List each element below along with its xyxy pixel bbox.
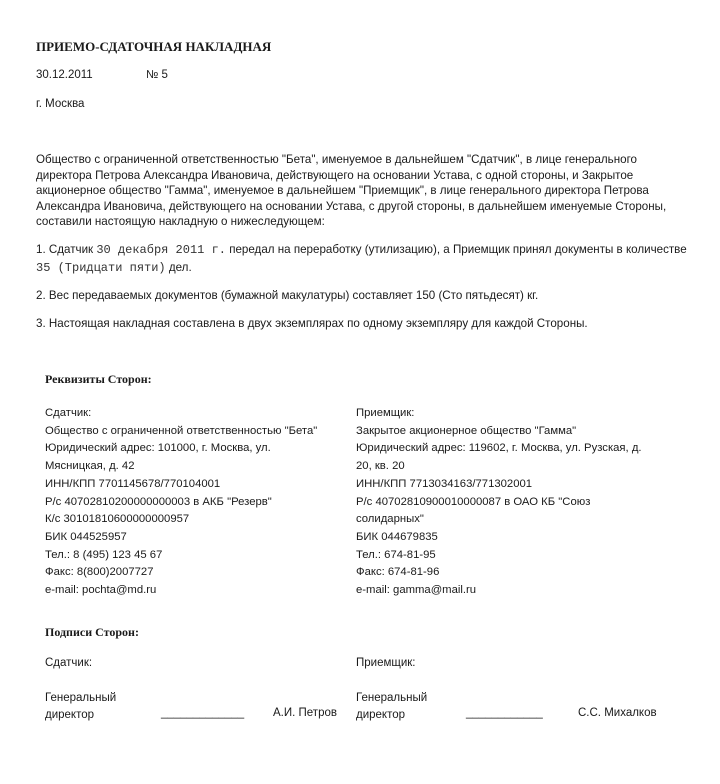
signature-left-line: _____________ (161, 707, 245, 719)
party-left-line: Юридический адрес: 101000, г. Москва, ул. (45, 442, 271, 455)
party-left-line: Р/с 40702810200000000003 в АКБ "Резерв" (45, 495, 272, 508)
party-left-line: Тел.: 8 (495) 123 45 67 (45, 548, 163, 561)
signature-left-position-line-2: директор (45, 709, 95, 721)
document-date: 30.12.2011 (36, 69, 93, 81)
signature-right-position-line-2: директор (356, 709, 406, 721)
party-right-line: ИНН/КПП 7713034163/771302001 (356, 477, 533, 490)
signature-left-name: А.И. Петров (273, 707, 337, 719)
clause-1-text-c: дел. (165, 261, 192, 274)
signature-right-role: Приемщик: (356, 657, 416, 669)
party-left-line: Факс: 8(800)2007727 (45, 566, 154, 579)
signature-left-position (45, 690, 116, 724)
document-title: ПРИЕМО-СДАТОЧНАЯ НАКЛАДНАЯ (36, 39, 272, 54)
party-left-role: Сдатчик: (45, 407, 92, 419)
clause-2: 2. Вес передаваемых документов (бумажной макулатуры) составляет 150 (Сто пятьдесят) кг. (36, 289, 539, 302)
party-right-line: Юридический адрес: 119602, г. Москва, ул. Рузская, д. (356, 442, 642, 455)
party-right-role: Приемщик: (356, 407, 415, 419)
party-left-email: e-mail: pochta@md.ru (45, 584, 157, 597)
party-left-requisites (45, 405, 318, 600)
clause-1-text-b: передал на переработку (утилизацию), а Приемщик принял документы в количестве (225, 243, 687, 256)
signature-right-name: С.С. Михалков (578, 707, 657, 719)
document-city: г. Москва (36, 98, 85, 110)
signatures-heading: Подписи Сторон: (45, 625, 139, 639)
party-right-line: солидарных" (356, 513, 424, 526)
party-left-line: Мясницкая, д. 42 (45, 460, 135, 473)
signature-left-role: Сдатчик: (45, 657, 93, 669)
clause-1 (36, 241, 696, 277)
party-right-line: 20, кв. 20 (356, 460, 405, 473)
signature-right-line: ____________ (466, 707, 543, 719)
party-right-line: Факс: 674-81-96 (356, 566, 440, 579)
signature-right-position (356, 690, 427, 724)
clause-3: 3. Настоящая накладная составлена в двух экземплярах по одному экземпляру для каждой Стороны. (36, 317, 588, 330)
party-right-line: Тел.: 674-81-95 (356, 548, 436, 561)
document-number: № 5 (146, 69, 168, 81)
signature-right-position-line-1: Генеральный (356, 692, 428, 704)
party-right-email: e-mail: gamma@mail.ru (356, 584, 477, 597)
clause-1-date: 30 декабря 2011 г. (96, 243, 226, 257)
party-right-requisites (356, 405, 676, 600)
party-left-line: БИК 044525957 (45, 530, 127, 543)
party-left-line: К/с 30101810600000000957 (45, 513, 190, 526)
signature-left-position-line-1: Генеральный (45, 692, 117, 704)
intro-paragraph: Общество с ограниченной ответственностью "Бета", именуемое в дальнейшем "Сдатчик", в лице генерального директора Петрова Александра Ивановича, действующего на основании Устава, с одной стороны, и Закрытое акционерное общество "Гамма", именуемое в дальнейшем "Приемщик", в лице генерального директора Петрова Александра Ивановича, действующего на основании Устава, с другой стороны, в дальнейшем именуемые Стороны, составили настоящую накладную о нижеследующем: (36, 153, 667, 229)
requisites-heading: Реквизиты Сторон: (45, 372, 152, 386)
party-right-line: БИК 044679835 (356, 530, 438, 543)
party-right-line: Р/с 40702810900010000087 в ОАО КБ "Союз (356, 495, 591, 508)
party-left-line: ИНН/КПП 7701145678/770104001 (45, 477, 221, 490)
clause-1-quantity: 35 (Тридцати пяти) (36, 261, 166, 275)
party-left-line: Общество с ограниченной ответственностью "Бета" (45, 424, 318, 437)
party-right-line: Закрытое акционерное общество "Гамма" (356, 424, 577, 437)
clause-1-text-a: 1. Сдатчик (36, 243, 97, 256)
